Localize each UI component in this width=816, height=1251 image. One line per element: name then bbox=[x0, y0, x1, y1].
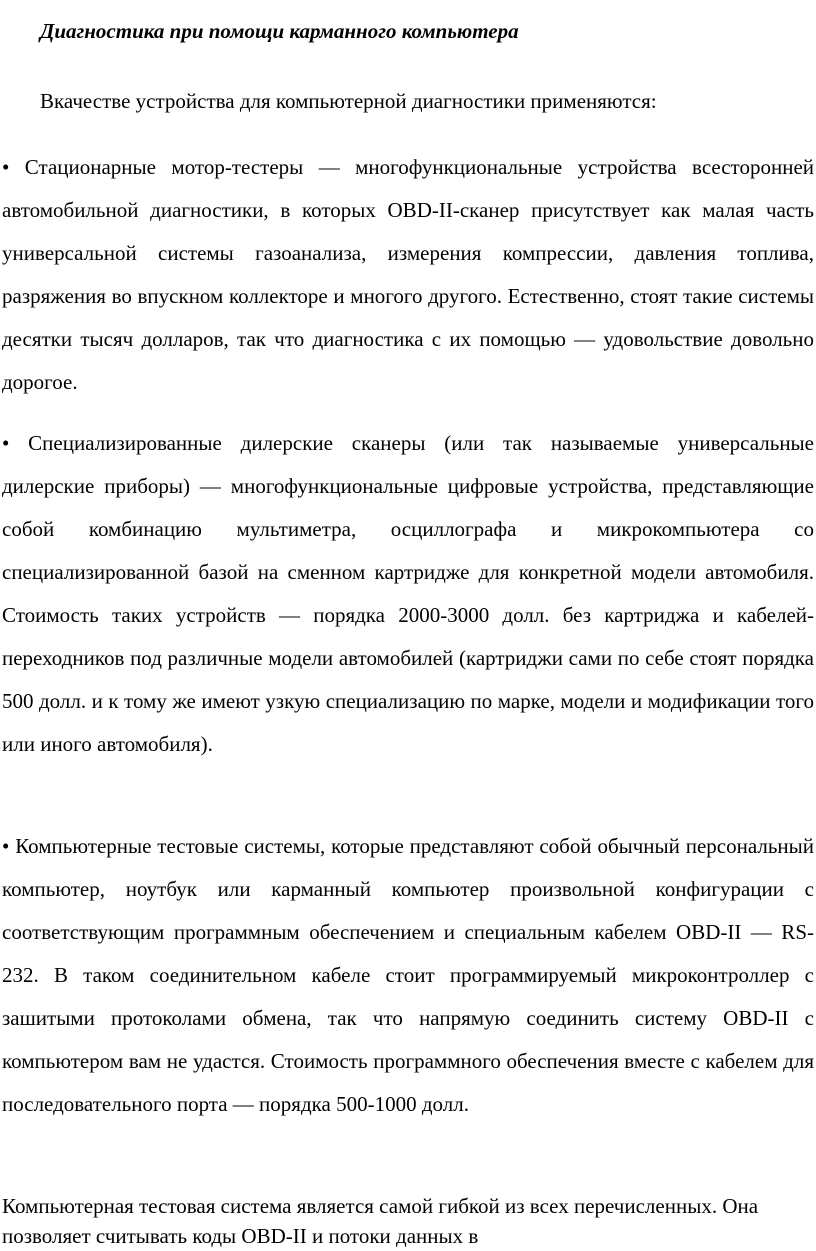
paragraph-motor-testers: • Стационарные мотор-тестеры — многофункциональные устройства всесторонней автомобильной диагностики, в которых OBD-II-сканер присутствует как малая часть универсальной системы газоанализа, измерения компрессии, давления топлива, разряжения во впускном коллекторе и многого другого. Естественно, стоят такие системы десятки тысяч долларов, так что диагностика с их помощью — удовольствие довольно дорогое. bbox=[2, 155, 814, 394]
paragraph-dealer-scanners: • Специализированные дилерские сканеры (или так называемые универсальные дилерские приборы) — многофункциональные цифровые устройства, представляющие собой комбинацию мультиметра, осциллографа и микрокомпьютера со специализированной базой на сменном картридже для конкретной модели автомобиля. Стоимость таких устройств — порядка 2000-3000 долл. без картриджа и кабелей-переходников под различные модели автомобилей (картриджи сами по себе стоят порядка 500 долл. и к тому же имеют узкую специализацию по марке, модели и модификации того или иного автомобиля). bbox=[2, 431, 814, 756]
document-title: Диагностика при помощи карманного компьютера bbox=[40, 19, 519, 43]
paragraph-computer-systems: • Компьютерные тестовые системы, которые представляют собой обычный персональный компьютер, ноутбук или карманный компьютер произвольной конфигурации с соответствующим программным обеспечением и специальным кабелем OBD-II — RS-232. В таком соединительном кабеле стоит программируемый микроконтроллер с зашитыми протоколами обмена, так что напрямую соединить систему OBD-II с компьютером вам не удастся. Стоимость программного обеспечения вместе с кабелем для последовательного порта — порядка 500-1000 долл. bbox=[2, 834, 814, 1116]
intro-text: Вкачестве устройства для компьютерной диагностики применяются: bbox=[40, 89, 657, 113]
paragraph-conclusion: Компьютерная тестовая система является самой гибкой из всех перечисленных. Она позволяет считывать коды OBD-II и потоки данных в bbox=[2, 1194, 759, 1248]
